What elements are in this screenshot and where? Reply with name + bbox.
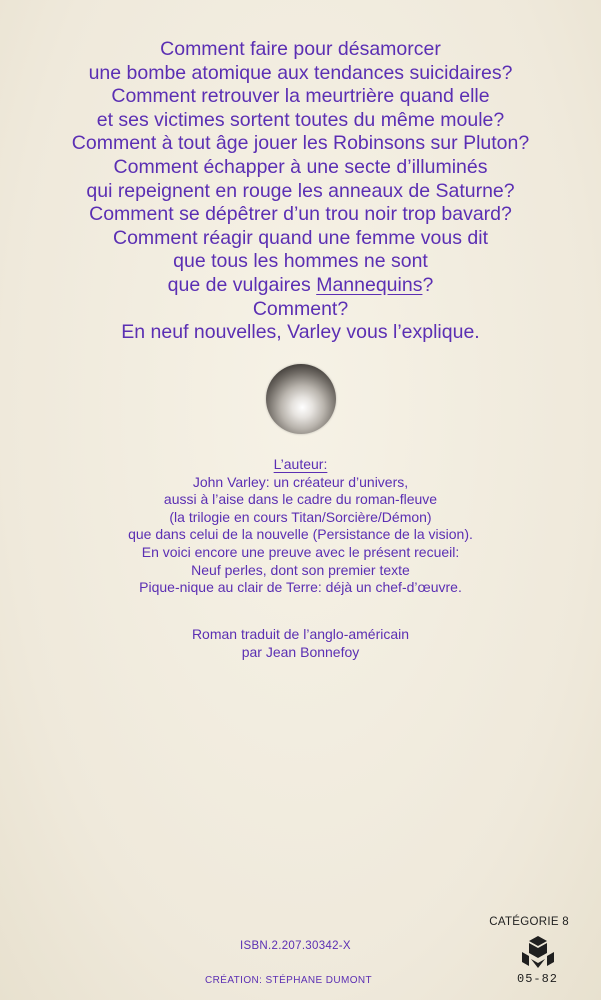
book-title-mannequins: Mannequins [316, 273, 423, 296]
blurb-line: En neuf nouvelles, Varley vous l’explique. [121, 321, 480, 344]
cover-design-credit: CRÉATION: STÉPHANE DUMONT [205, 975, 373, 986]
blurb-line: qui repeignent en rouge les anneaux de Saturne? [86, 179, 515, 202]
blurb-line: Comment faire pour désamorcer [160, 38, 441, 60]
author-line: Pique-nique au clair de Terre: déjà un chef-d’œuvre. [139, 579, 462, 596]
edition-code: 05-82 [517, 972, 559, 986]
translation-line: Roman traduit de l’anglo-américain [191, 626, 410, 642]
blurb-line: Comment? [252, 297, 349, 320]
blurb-line: et ses victimes sortent toutes du même moule? [96, 108, 505, 131]
blurb-text [0, 38, 601, 345]
blurb-line: Comment réagir quand une femme vous dit [112, 226, 489, 249]
blurb-line: que tous les hommes ne sont [173, 250, 428, 273]
blurb-line: Comment échapper à une secte d’illuminés [113, 155, 488, 178]
isbn: ISBN.2.207.30342-X [240, 940, 351, 952]
publisher-logo-icon [518, 935, 558, 969]
blurb-line: Comment se dépêtrer d’un trou noir trop bavard? [89, 203, 512, 226]
author-line: John Varley: un créateur d’univers, [192, 473, 409, 490]
author-heading: L’auteur: [273, 456, 328, 472]
author-line: aussi à l’aise dans le cadre du roman-fleuve [163, 491, 438, 508]
author-line: Neuf perles, dont son premier texte [191, 561, 410, 578]
author-line: (la trilogie en cours Titan/Sorcière/Démon) [169, 508, 432, 525]
category-label: CATÉGORIE 8 [489, 916, 569, 928]
author-line: que dans celui de la nouvelle (Persistance de la vision). [128, 526, 473, 543]
blurb-line-prefix: que de vulgaires [167, 273, 317, 296]
sphere-illustration [266, 364, 336, 434]
blurb-line: une bombe atomique aux tendances suicidaires? [88, 61, 513, 84]
blurb-line: Comment à tout âge jouer les Robinsons sur Pluton? [71, 132, 530, 155]
translation-line: par Jean Bonnefoy [241, 643, 360, 660]
blurb-line-title [0, 274, 601, 298]
author-section [0, 456, 601, 597]
translation-credit [0, 626, 601, 661]
blurb-line-suffix: ? [422, 273, 434, 296]
blurb-line: Comment retrouver la meurtrière quand elle [111, 85, 490, 108]
author-line: En voici encore une preuve avec le présent recueil: [141, 543, 460, 560]
